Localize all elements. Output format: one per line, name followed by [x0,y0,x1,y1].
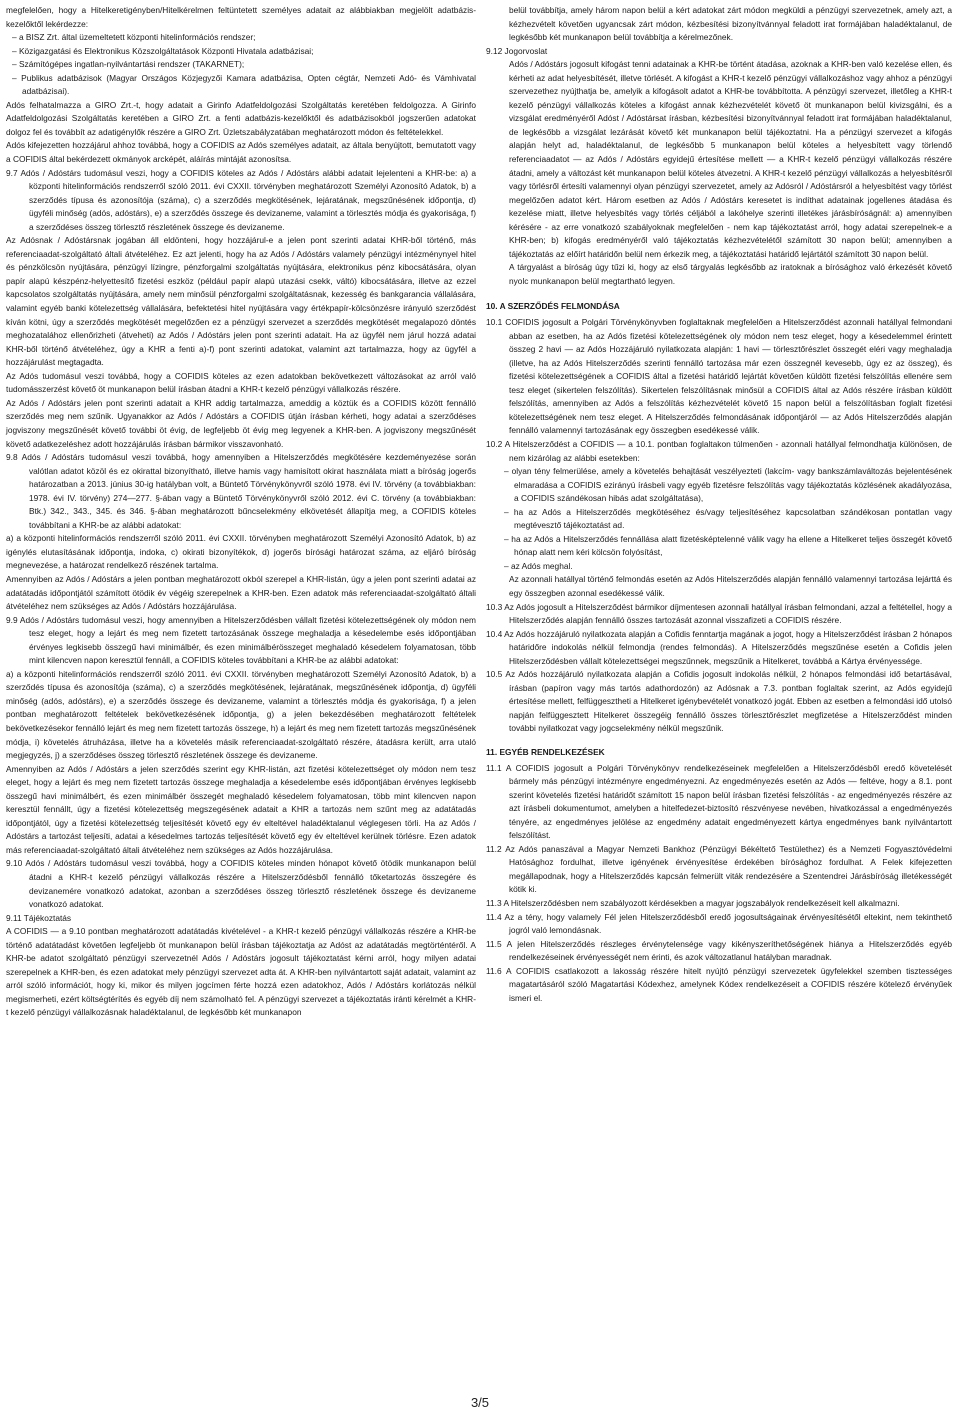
list-item: – Publikus adatbázisok (Magyar Országos Közjegyzői Kamara adatbázisa, Opten cégtár, Nemzeti Adó- és Vámhivatal adatbázisai). [12,72,476,97]
numbered-clause: 11.5 A jelen Hitelszerződés részleges érvénytelensége vagy kikényszeríthetőségének hiánya a Hitelszerződés egyéb rendelkezéseinek érvényességét nem érinti, és azok változatlanul hatályban maradnak. [486,938,952,963]
right-column [486,4,952,1005]
numbered-clause: 9.10 Adós / Adóstárs tudomásul veszi továbbá, hogy a COFIDIS köteles minden hónapot követő ötödik munkanapon belül átadni a KHR-t kezelő pénzügyi vállalkozás részére a Hitelszerződésből fennálló tőketartozás összegére és devizanemére vonatkozó adatokat, azonban a szerződéses összeg törlesztő részletének összege és devizaneme vonatkozó adatokat. [6,858,476,910]
numbered-clause: 9.12 Jogorvoslat [486,45,548,56]
section-heading: 11. EGYÉB RENDELKEZÉSEK [486,746,605,757]
list-item: – Számítógépes ingatlan-nyilvántartási rendszer (TAKARNET); [12,59,245,70]
list-item: – az Adós meghal. [504,560,573,571]
page-number: 3/5 [470,1395,490,1410]
numbered-clause: 11.2 Az Adós panaszával a Magyar Nemzeti Bankhoz (Pénzügyi Békéltető Testülethez) és a Nemzeti Fogyasztóvédelmi Hatósághoz fordulhat, illetve igényének érvényesítése érdekében bírósághoz fordulhat. A Felek kifejezetten megállapodnak, hogy a Hitelszerződés kapcsán felmerült viták rendezésére a Szentendrei Járásbíróság illetékességét kötik ki. [486,843,952,895]
numbered-clause: 10.3 Az Adós jogosult a Hitelszerződést bármikor díjmentesen azonnali hatállyal írásban felmondani, azzal a feltétellel, hogy a Hitelszerződés alapján fennálló összes tartozását azonnal visszafizeti a COFIDIS részére. [486,601,952,626]
paragraph: Amennyiben az Adós / Adóstárs a jelen pontban meghatározott okból szerepel a KHR-listán, úgy a jelen pont szerinti adatai az adatátadás időpontjától számított ötödik év végéig szerepelnek a KHR-ben. Ezen adatok más referenciaadat-szolgáltató általi átvételéhez nem szükséges az Adós / Adóstárs hozzájárulása. [6,573,476,612]
numbered-clause: 10.2 A Hitelszerződést a COFIDIS — a 10.1. pontban foglaltakon túlmenően - azonnali hatállyal felmondhatja különösen, de nem kizárólag az alábbi esetekben: [486,438,952,463]
list-item: – Közigazgatási és Elektronikus Közszolgáltatások Központi Hivatala adatbázisai; [12,45,314,56]
numbered-clause: 9.9 Adós / Adóstárs tudomásul veszi, hogy amennyiben a Hitelszerződésben vállalt fizetési kötelezettségének oly módon nem tesz eleget, hogy a lejárt és meg nem fizetett tartozásának összege meghaladja a késedelembe esés időpontjában érvényes legkisebb összegű havi minimálbér, és ezen minimálbérösszeget meghaladó késedelem folyamatosan, több mint kilencven napon keresztül fennáll, a COFIDIS köteles továbbítani a KHR-be az alábbi adatokat: [6,614,476,666]
numbered-clause: 9.11 Tájékoztatás [6,912,72,923]
paragraph: Az Adósnak / Adóstársnak jogában áll eldönteni, hogy hozzájárul-e a jelen pont szerinti adatai KHR-ből történő, más referenciaadat-szolgáltató általi átvételéhez. Ez azt jelenti, hogy ha az Adós / Adóstárs valamely pénzügyi intézménynyel hitel és pénzkölcsön nyújtására, pénzügyi lízingre, pénzforgalmi szolgáltatás nyújtására, elektronikus pénz kibocsátására, olyan papír alapú készpénz-helyettesítő fizetési eszköz (például papír alapú utazási csekk, váltó) kibocsátására, illetve az ezzel kapcsolatos szolgáltatás nyújtására, amely nem minősül pénzforgalmi szolgáltatásnak, kezesség és bankgarancia vállalására, valamint egyéb banki kötelezettség vállalására, befektetési hitel nyújtására vagy értékpapír-kölcsönzésre irányuló szerződést kíván kötni, úgy a szerződés megkötését megelőzően ez a pénzügyi szervezet a szerződés megkötését megalapozó döntés meghozatalához ellenőrizheti (átveheti) az Adós / Adóstárs jelen pont szerinti adatait. Ha az ügyfél nem járul hozzá adatai KHR-ből történő átvételéhez, úgy a KHR a fenti a)-f) pont szerinti adatokat, valamint azt tartalmazza, hogy az ügyfél a hozzájárulást megtagadta. [6,235,476,368]
paragraph: Adós / Adóstárs jogosult kifogást tenni adatainak a KHR-be történt átadása, azoknak a KHR-ben való kezelése ellen, és kérheti az adat helyesbítését, illetve törlését. A kifogást a KHR-t kezelő pénzügyi vállalkozáshoz vagy ahhoz a pénzügyi szervezethez nyújthatja be, amelyik a kifogásolt adatot a KHR-be továbbította. A pénzügyi szervezet, illetőleg a KHR-t kezelő pénzügyi vállalkozás köteles a kifogást annak kézhezvételét követő öt munkanapon belül kivizsgálni, és a vizsgálat eredményéről Adóst / Adóstársat írásban, kézbesítési bizonyítvánnyal feladott irat formájában haladéktalanul, de legkésőbb a vizsgálat lezárását követő két munkanapon belül tájékoztatni. Ha a pénzügyi szervezet a kifogás alapján helyt ad, haladéktalanul, de legkésőbb 5 munkanapon belül köteles a helyesbített vagy törlendő referenciaadatot — az Adós / Adóstárs egyidejű értesítése mellett — a KHR-t kezelő pénzügyi vállalkozás részére átadni, amely a változást két munkanapon belül köteles átvezetni. A KHR-t kezelő pénzügyi vállalkozás a helyesbítésről vagy törlésről értesíti valamennyi olyan pénzügyi szervezetet, amely az Adósról / Adóstársról a helyesbítést vagy törlést megelőzően adatot kért. Három esetben az Adós / Adóstárs keresetet is indíthat adatainak jogellenes átadása és kezelése miatt, illetve helyesbítés vagy törlés céljából a lakóhelye szerinti illetékes járásbíróságnál: a) amennyiben kérésére - az erre vonatkozó szabályoknak megfelelően - nem kap tájékoztatást arról, hogy adatai szerepelnek-e a KHR-ben; b) kifogás eredményéről való tájékoztatás kézhezvételétől számított 30 napon belül; amennyiben a tájékoztatás az előírt határidőn belül nem érkezik meg, a tájékoztatási határidő lejártától számított 30 napon belül. [509,59,952,259]
list-item: – olyan tény felmerülése, amely a követelés behajtását veszélyezteti (lakcím- vagy bankszámlaváltozás bejelentésének elmaradása a COFIDIS ezirányú írásbeli vagy egyéb fizetésre felszólítás vagy tájékoztatás közlésének akadályozása, a COFIDIS szándékosan hibás adat szolgáltatása), [504,466,952,504]
numbered-clause: 9.7 Adós / Adóstárs tudomásul veszi, hogy a COFIDIS köteles az Adós / Adóstárs alábbi adatait lejelenteni a KHR-be: a) a központi hitelinformációs rendszerről szóló 2011. évi CXXII. törvényben meghatározott Személyi Azonosító Adatok, b) a szerződés típusa és azonosítója (száma), c) a szerződés megkötésének, lejáratának, megszűnésének időpontja, d) ügyféli minőség (adós, adóstárs), e) a szerződés összege és devizaneme, valamint a törlesztés módja és gyakorisága, f) a szerződéses összeg törlesztő részletének összege és devizaneme. [6,167,476,232]
paragraph: A COFIDIS — a 9.10 pontban meghatározott adatátadás kivételével - a KHR-t kezelő pénzügyi vállalkozás részére a KHR-be történő adatátadást követően legfeljebb öt munkanapon belül írásban tájékoztatja az Adóst az adatátadás megtörténtéről. A KHR-be adatot szolgáltató pénzügyi szervezetnél Adós / Adóstárs jogosult tájékoztatást kérni arról, hogy milyen adatai szerepelnek a KHR-ben, és ezen adatokat mely pénzügyi szervezet adta át. A KHR-ben nyilvántartott saját adatait, valamint az arról szóló információt, hogy ki, mikor és milyen jogcímen férte hozzá ezen adatokhoz, Adós / Adóstárs korlátozás nélkül megismerheti, ezért költségtérítés és egyéb díj nem számolható fel. A pénzügyi szervezet a tájékoztatás iránti kérelmét a KHR-t kezelő pénzügyi vállalkozásnak haladéktalanul, de legkésőbb két munkanapon [6,926,476,1018]
numbered-clause: 9.8 Adós / Adóstárs tudomásul veszi továbbá, hogy amennyiben a Hitelszerződés megkötésére kezdeményezése során valótlan adatot közöl és ez okirattal bizonyítható, illetve hamis vagy hamisított okirat használata miatt a bíróság jogerős határozatban a 2013. június 30-ig hatályban volt, a Büntető Törvénykönyvről szóló 1978. évi IV. törvény (a továbbiakban: 1978. évi IV. törvény) 274—277. §-ában vagy a Büntető Törvénykönyvről szóló 2012. évi C. törvény (a továbbiakban: Btk.) 342., 343., 345. és 346. §-ában meghatározott bűncselekmény elkövetését állapítja meg, a COFIDIS köteles továbbítani a KHR-be az alábbi adatokat: [6,452,476,530]
numbered-clause: 11.3 A Hitelszerződésben nem szabályozott kérdésekben a magyar jogszabályok rendelkezéseit kell alkalmazni. [486,898,900,908]
list-item: – ha az Adós a Hitelszerződés megkötéséhez és/vagy teljesítéséhez kapcsolatban szándékosan pontatlan vagy megtévesztő tájékoztatást ad. [504,506,952,531]
paragraph: Amennyiben az Adós / Adóstárs a jelen szerződés szerint egy KHR-listán, azt fizetési kötelezettséget oly módon nem tesz eleget, hogy a lejárt és meg nem fizetett tartozás összege meghaladja a késedelembe esés időpontjában érvényes legkisebb összegű havi minimálbért, és ezen minimálbér összegét meghaladó késedelem folyamatosan, több mint kilencven napon keresztül fennállt, úgy a fizetési kötelezettség megszegésének adatait a KHR a tartozás nem szűnt meg az adatátadás időpontjától, úgy a fizetési kötelezettség teljesítését követő egy év elteltével haladéktalanul véglegesen törli. Ha az Adós / Adóstárs a tartozást teljesíti, adatai a késedelmes tartozás teljesítését követő egy év elteltével kerülnek törlésre. Ezen adatok más referenciaadat-szolgáltató általi átvételéhez nem szükséges az Adós hozzájárulása. [6,763,476,855]
list-item: – ha az Adós a Hitelszerződés fennállása alatt fizetésképtelenné válik vagy ha ellene a Hitelkeret teljes összegét követő hónap alatt nem kéri kölcsön folyósítást, [504,533,952,558]
paragraph: Az Adós tudomásul veszi továbbá, hogy a COFIDIS köteles az ezen adatokban bekövetkezett változásokat az arról való tudomásszerzést követő öt munkanapon belül írásban átadni a KHR-t kezelő pénzügyi vállalkozás részére. [6,370,476,395]
list-item: – a BISZ Zrt. által üzemeltetett központi hitelinformációs rendszer; [12,32,256,43]
numbered-clause: 11.4 Az a tény, hogy valamely Fél jelen Hitelszerződésből eredő jogosultságainak érvényesítésétől eltekint, nem tekinthető jogról való lemondásnak. [486,911,952,936]
paragraph: belül továbbítja, amely három napon belül a kért adatokat zárt módon megküldi a pénzügyi szervezetnek, amely azt, a kézhezvételt követően ugyancsak zárt módon, kézbesítési bizonyítvánnyal feladott irat formájában haladéktalanul, de legkésőbb két munkanapon belül továbbítja a kérelmezőnek. [509,5,952,43]
numbered-clause: 10.1 COFIDIS jogosult a Polgári Törvénykönyvben foglaltaknak megfelelően a Hitelszerződést azonnali hatállyal felmondani abban az esetben, ha az Adós fizetési kötelezettségének oly módon nem tesz eleget, hogy a késedelemmel érintett összeg 2 havi — az Adós Hozzájáruló nyilatkozata alapján: 1 havi — törlesztőrészlet összegét eléri vagy meghaladja (illetve, ha az Adós Hitelszerződés szerinti fennálló tartozása már ezen összegnél kevesebb, úgy ez az összeg), és fizetési kötelezettségének a COFIDIS által a fizetési határidő lejártát követően küldött fizetési felszólítás ellenére sem tesz eleget (sikertelen felszólítás). Sikertelen felszólításnak minősül a COFIDIS által az Adós részére írásban küldött felszólítás, amennyiben az Adós a felszólítás kézhezvételét követő 15 napon belül a felszólításban foglalt fizetési kötelezettségének nem tesz eleget. A Hitelszerződés felmondásának időpontjáról — az Adós Hitelszerződés alapján fennálló valamennyi tartozásának egy összegben esedékessé válik. [486,317,952,436]
paragraph: a) a központi hitelinformációs rendszerről szóló 2011. évi CXXII. törvényben meghatározott Személyi Azonosító Adatok, b) a szerződés típusa és azonosítója (száma), c) a szerződés megkötésének, lejáratának, megszűnésének időpontja, d) ügyféli minőség (adós, adóstárs), e) a szerződés összege és devizaneme, valamint a törlesztés módja és gyakorisága, f) a jelen pontban meghatározott feltételek bekövetkezésének időpontja, g) a jelen bekezdésében meghatározott feltételek bekövetkezésekor fennálló lejárt és meg nem fizetett tartozás összege, h) a lejárt és meg nem fizetett tartozás megszűnésének módja, i) követelés átruházása, illetve ha a követelés másik referenciaadat-szolgáltató részére, átadásra került, arra utaló megjegyzés, j) a szerződéses összeg törlesztő részletének összege és devizaneme. [6,668,476,761]
paragraph: A tárgyalást a bíróság úgy tűzi ki, hogy az első tárgyalás legkésőbb az iratoknak a bírósághoz való érkezését követő nyolc munkanapon belül megtartható legyen. [509,262,952,286]
paragraph: a) a központi hitelinformációs rendszerről szóló 2011. évi CXXII. törvényben meghatározott Személyi Azonosító Adatok, b) az igénylés elutasításának időpontja, indoka, c) okirati bizonyítékok, d) jogerős bírósági határozat száma, az eljáró bíróság megnevezése, a határozat rendelkező részének tartalma. [6,533,476,571]
paragraph: Az Adós / Adóstárs jelen pont szerinti adatait a KHR addig tartalmazza, ameddig a köztük és a COFIDIS között fennálló szerződés meg nem szűnik. Ugyanakkor az Adós / Adóstárs a COFIDIS útján írásban kérheti, hogy adatai a szerződéses jogviszony megszűnését követő további öt évig, de legfeljebb öt évig meg legyenek a KHR-ben. A jogviszony megszűnését követő adatkezeléshez adott hozzájárulás írásban bármikor visszavonható. [6,397,476,449]
left-column [6,4,476,1020]
paragraph: Adós kifejezetten hozzájárul ahhoz továbbá, hogy a COFIDIS az Adós személyes adatait, az általa benyújtott, bemutatott vagy a COFIDIS által bekérdezett okmányok arcképét, aláírás mintáját azonosítsa. [6,140,476,165]
numbered-clause: 10.4 Az Adós hozzájáruló nyilatkozata alapján a Cofidis fenntartja magának a jogot, hogy a Hitelszerződést írásban 2 hónapos határidőre indokolás nélkül felmondja (rendes felmondás). A Hitelszerződés megszűnése esetén a Cofidis jelen Hitelszerződésben vállalt kötelezettségei megszűnnek, megszűnik a Hitelkeret, továbbá a Kártya érvényessége. [486,628,952,666]
paragraph: Az azonnali hatállyal történő felmondás esetén az Adós Hitelszerződés alapján fennálló valamennyi tartozása lejárttá és egy összegben azonnal esedékessé válik. [509,574,952,598]
paragraph: megfelelően, hogy a Hitelkeretigényben/Hitelkérelmen feltüntetett személyes adatait az alábbiakban megjelölt adatbázis-kezelőktől lekérdezze: [6,5,476,29]
numbered-clause: 10.5 Az Adós hozzájáruló nyilatkozata alapján a Cofidis jogosult indokolás nélkül, 2 hónapos felmondási idő betartásával, írásban (papíron vagy más tartós adathordozón) az Adósnak a 7.3. pontban foglaltak szerint, az Adós egyidejű értesítése mellett, felfüggesztheti a Hitelkeret igénybevételét vonatkozó jogát. Ebben az esetben a felmondási idő utolsó napján felfüggesztett Hitelkeret összegéig fennálló összes törlesztőrészlet megfizetése a Hitelszerződést minden további nyilatkozat vagy jogcselekmény nélkül megszűnik. [486,669,952,734]
numbered-clause: 11.1 A COFIDIS jogosult a Polgári Törvénykönyv rendelkezéseinek megfelelően a Hitelszerződésből eredő követelését bármely más pénzügyi intézményre engedményezni. Az engedményezés esetén az Adós — feltéve, hogy a 8.1. pont szerint követelés fizetési határidőt számított 15 napon belül írásban fizetési felszólítás - az engedményezés részére az azt írásbeli dokumentumot, amelyben a hitelfedezet-biztosító részvényese nevében, hivatkozással a engedményezés tényére, az engedményes jelölése az engedmény adatait engedményezett kártya engedményes bank nyilvántartott felszólítást. [486,762,952,841]
paragraph: Adós felhatalmazza a GIRO Zrt.-t, hogy adatait a Girinfo Adatfeldolgozási Szolgáltatás keretében feldolgozza. A Girinfo Adatfeldolgozási Szolgáltatás keretében a GIRO Zrt. a fenti adatbázis-kezelőktől és adatbázisokból jogszerűen adatokat dolgoz fel és továbbít az adatigénylők részére a GIRO Zrt. Üzletszabályzatában meghatározott módon és feltételekkel. [6,99,476,137]
numbered-clause: 11.6 A COFIDIS csatlakozott a lakosság részére hitelt nyújtó pénzügyi szervezetek ügyfelekkel szemben tisztességes magatartásáról szóló Magatartási Kódexhez, amelynek Kódex rendelkezéseit a COFIDIS részére kötelező érvényűek ismeri el. [486,965,952,1003]
section-heading: 10. A SZERZŐDÉS FELMONDÁSA [486,301,620,312]
